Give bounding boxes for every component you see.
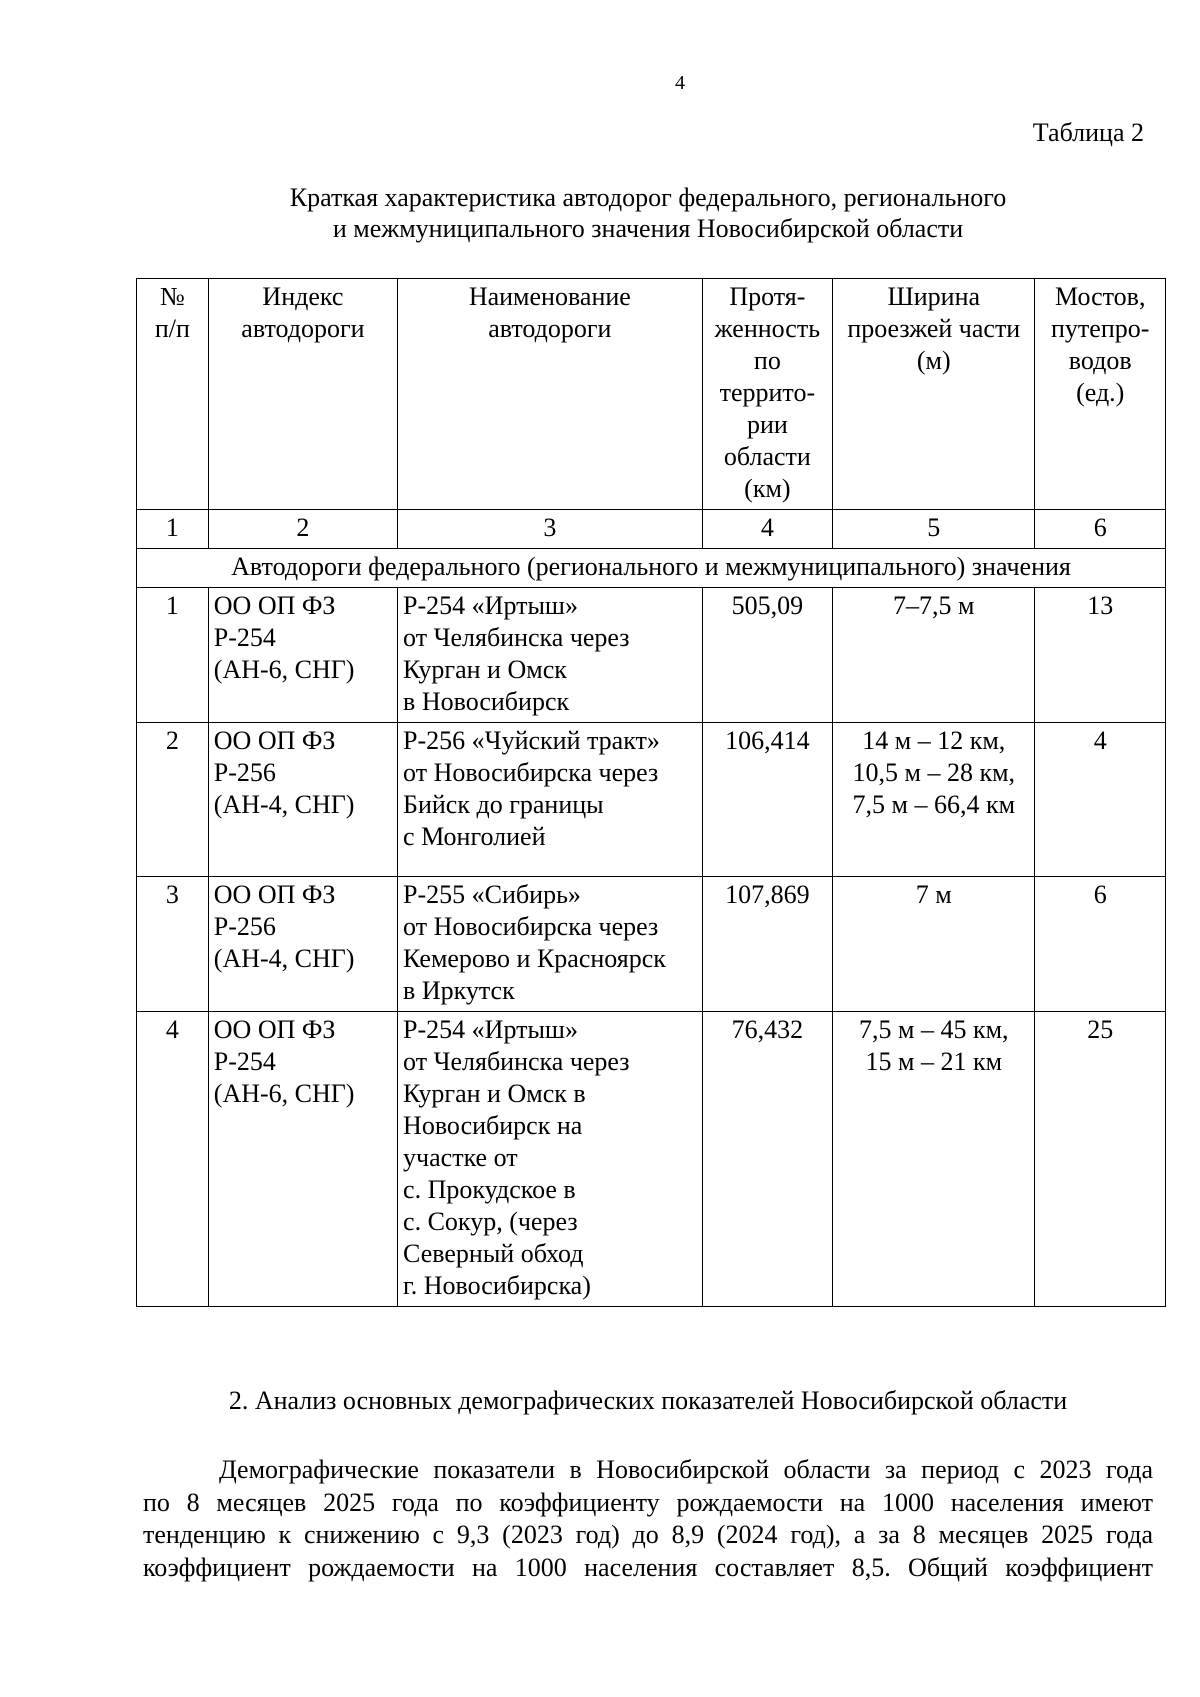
road-index-line: Р-254 (213, 1047, 276, 1076)
road-name-line: в Иркутск (403, 976, 515, 1005)
table-title-line: Краткая характеристика автодорог федерального, регионального (289, 183, 1007, 212)
table-row (137, 877, 1166, 1012)
road-length: 505,09 (702, 588, 833, 723)
section-title: Автодороги федерального (регионального и межмуниципального) значения (137, 549, 1166, 588)
road-name-cell (398, 877, 703, 1012)
road-name-line: Р-256 «Чуйский тракт» (403, 726, 660, 755)
road-name-line: Р-255 «Сибирь» (403, 880, 581, 909)
road-index-line: Р-256 (213, 758, 276, 787)
header-length (702, 279, 833, 510)
table-title-line: и межмуниципального значения Новосибирской области (332, 214, 964, 243)
header-text: террито- (719, 378, 816, 407)
table-label: Таблица 2 (1032, 118, 1144, 147)
row-number: 3 (137, 877, 209, 1012)
table-row (137, 588, 1166, 723)
road-width-line: 7,5 м – 66,4 км (852, 790, 1016, 819)
road-name-line: Бийск до границы (403, 790, 604, 819)
bridges-count: 4 (1035, 723, 1166, 877)
header-text: Мостов, (1054, 282, 1146, 311)
road-name-cell (398, 588, 703, 723)
bridges-count: 25 (1035, 1012, 1166, 1307)
road-name-line: с Монголией (403, 822, 546, 851)
body-paragraph (143, 1454, 1153, 1584)
section-row (137, 549, 1166, 588)
road-index-line: (АН-6, СНГ) (213, 655, 355, 684)
road-index-line: (АН-4, СНГ) (213, 790, 355, 819)
roads-table (136, 278, 1166, 1307)
header-text: Протя- (729, 282, 806, 311)
paragraph-line: тенденцию к снижению с 9,3 (2023 год) до 8,9 (2024 год), а за 8 месяцев 2025 года (143, 1520, 1153, 1549)
row-number: 2 (137, 723, 209, 877)
road-name-line: участке от (403, 1143, 518, 1172)
header-text: области (723, 442, 811, 471)
road-index-line: Р-256 (213, 912, 276, 941)
column-number: 6 (1035, 510, 1166, 549)
road-width-cell (833, 723, 1035, 877)
road-length: 106,414 (702, 723, 833, 877)
header-bridges (1035, 279, 1166, 510)
header-text: Ширина (887, 282, 981, 311)
road-name-cell (398, 1012, 703, 1307)
paragraph-line: коэффициент рождаемости на 1000 населения составляет 8,5. Общий коэффициент (143, 1552, 1153, 1582)
header-name (398, 279, 703, 510)
header-text: водов (1068, 346, 1132, 375)
road-name-line: от Челябинска через (403, 623, 630, 652)
header-num (137, 279, 209, 510)
section-heading: 2. Анализ основных демографических показателей Новосибирской области (228, 1386, 1068, 1415)
header-text: автодороги (241, 314, 365, 343)
column-number-row (137, 510, 1166, 549)
column-number: 5 (833, 510, 1035, 549)
column-number: 2 (208, 510, 397, 549)
road-index-cell (208, 1012, 397, 1307)
road-index-line: ОО ОП ФЗ (213, 880, 336, 909)
road-width-line: 7,5 м – 45 км, (859, 1015, 1009, 1044)
road-index-cell (208, 588, 397, 723)
road-name-line: от Новосибирска через (403, 758, 659, 787)
road-name-line: г. Новосибирска) (403, 1271, 591, 1300)
road-name-cell (398, 723, 703, 877)
road-name-line: Новосибирск на (403, 1111, 583, 1140)
road-index-line: ОО ОП ФЗ (213, 1015, 336, 1044)
column-number: 4 (702, 510, 833, 549)
header-text: (км) (744, 474, 791, 503)
header-text: женность (714, 314, 821, 343)
road-width-cell (833, 588, 1035, 723)
road-index-line: ОО ОП ФЗ (213, 726, 336, 755)
table-row (137, 1012, 1166, 1307)
header-text: № (159, 282, 185, 311)
road-index-line: (АН-6, СНГ) (213, 1079, 355, 1108)
row-number: 4 (137, 1012, 209, 1307)
header-text: (ед.) (1076, 378, 1125, 407)
table-row (137, 723, 1166, 877)
row-number: 1 (137, 588, 209, 723)
road-width-cell (833, 877, 1035, 1012)
road-width-line: 7–7,5 м (893, 591, 975, 620)
header-text: Наименование (468, 282, 631, 311)
road-name-line: Кемерово и Красноярск (403, 944, 666, 973)
road-length: 107,869 (702, 877, 833, 1012)
road-name-line: от Новосибирска через (403, 912, 659, 941)
road-width-line: 15 м – 21 км (865, 1047, 1003, 1076)
table-title (130, 182, 1166, 244)
header-text: Индекс (262, 282, 344, 311)
header-width (833, 279, 1035, 510)
road-name-line: в Новосибирск (403, 687, 570, 716)
paragraph-line: Демографические показатели в Новосибирской области за период с 2023 года (219, 1455, 1153, 1484)
header-text: рии (746, 410, 788, 439)
header-text: автодороги (488, 314, 612, 343)
bridges-count: 6 (1035, 877, 1166, 1012)
road-index-line: Р-254 (213, 623, 276, 652)
header-text: путепро- (1051, 314, 1150, 343)
road-index-line: (АН-4, СНГ) (213, 944, 355, 973)
road-width-line: 10,5 м – 28 км, (852, 758, 1016, 787)
header-text: (м) (916, 346, 951, 375)
road-name-line: Курган и Омск в (403, 1079, 586, 1108)
road-name-line: Р-254 «Иртыш» (403, 591, 578, 620)
road-name-line: с. Прокудское в (403, 1175, 576, 1204)
road-name-line: от Челябинска через (403, 1047, 630, 1076)
road-name-line: Р-254 «Иртыш» (403, 1015, 578, 1044)
road-index-cell (208, 723, 397, 877)
header-index (208, 279, 397, 510)
column-number: 3 (398, 510, 703, 549)
header-text: п/п (154, 314, 190, 343)
road-name-line: Северный обход (403, 1239, 584, 1268)
road-width-cell (833, 1012, 1035, 1307)
table-header-row (137, 279, 1166, 510)
road-index-cell (208, 877, 397, 1012)
road-name-line: с. Сокур, (через (403, 1207, 578, 1236)
page-number-text: 4 (675, 72, 685, 94)
road-name-line: Курган и Омск (403, 655, 567, 684)
paragraph-line: по 8 месяцев 2025 года по коэффициенту рождаемости на 1000 населения имеют (143, 1487, 1153, 1517)
header-text: по (753, 346, 781, 375)
bridges-count: 13 (1035, 588, 1166, 723)
road-index-line: ОО ОП ФЗ (213, 591, 336, 620)
header-text: проезжей части (847, 314, 1021, 343)
page-number (0, 72, 1200, 95)
road-width-line: 7 м (915, 880, 952, 909)
road-length: 76,432 (702, 1012, 833, 1307)
road-width-line: 14 м – 12 км, (862, 726, 1006, 755)
column-number: 1 (137, 510, 209, 549)
